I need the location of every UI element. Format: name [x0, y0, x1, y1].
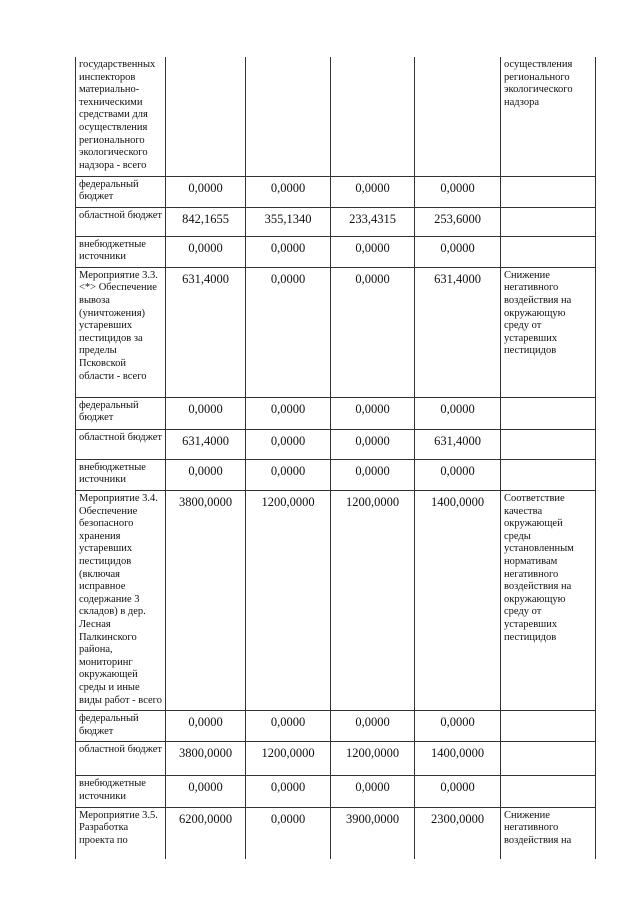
value-cell: 1200,0000 — [246, 491, 331, 711]
row-label: федеральный бюджет — [76, 176, 166, 207]
value-cell: 0,0000 — [246, 807, 331, 859]
value-cell: 1400,0000 — [415, 491, 501, 711]
value-cell: 2300,0000 — [415, 807, 501, 859]
value-cell: 631,4000 — [415, 429, 501, 459]
value-cell — [331, 57, 415, 176]
value-cell: 253,6000 — [415, 207, 501, 236]
value-cell: 3800,0000 — [166, 491, 246, 711]
expected-result — [501, 207, 596, 236]
value-cell: 0,0000 — [415, 397, 501, 429]
row-label: федеральный бюджет — [76, 397, 166, 429]
value-cell: 0,0000 — [166, 459, 246, 490]
document-page — [75, 57, 595, 859]
row-label: Мероприятие 3.5. Разработка проекта по — [76, 807, 166, 859]
value-cell: 0,0000 — [166, 176, 246, 207]
value-cell: 0,0000 — [415, 176, 501, 207]
table-row — [76, 429, 596, 459]
table-row — [76, 397, 596, 429]
row-label: государственных инспекторов материально-техническими средствами для осуществления регионального экологического надзора - всего — [76, 57, 166, 176]
value-cell: 6200,0000 — [166, 807, 246, 859]
expected-result — [501, 397, 596, 429]
expected-result — [501, 429, 596, 459]
table-row — [76, 776, 596, 807]
expected-result — [501, 776, 596, 807]
expected-result — [501, 236, 596, 267]
table-row — [76, 236, 596, 267]
value-cell: 0,0000 — [415, 711, 501, 742]
value-cell: 842,1655 — [166, 207, 246, 236]
row-label: Мероприятие 3.4. Обеспечение безопасного хранения устаревших пестицидов (включая исправное содержание 3 складов) в дер. Лесная Палкинского района, мониторинг окружающей среды и иные виды работ - всего — [76, 491, 166, 711]
value-cell: 0,0000 — [415, 776, 501, 807]
expected-result — [501, 176, 596, 207]
value-cell: 1400,0000 — [415, 742, 501, 776]
value-cell: 0,0000 — [246, 776, 331, 807]
value-cell: 0,0000 — [246, 236, 331, 267]
value-cell: 0,0000 — [246, 397, 331, 429]
expected-result — [501, 711, 596, 742]
row-label: областной бюджет — [76, 742, 166, 776]
value-cell: 0,0000 — [246, 267, 331, 397]
value-cell: 3900,0000 — [331, 807, 415, 859]
table-row — [76, 267, 596, 397]
value-cell: 0,0000 — [331, 429, 415, 459]
table-row — [76, 207, 596, 236]
value-cell — [415, 57, 501, 176]
expected-result — [501, 459, 596, 490]
table-row — [76, 807, 596, 859]
row-label: областной бюджет — [76, 429, 166, 459]
table-body — [76, 57, 596, 859]
value-cell: 233,4315 — [331, 207, 415, 236]
expected-result — [501, 742, 596, 776]
table-row — [76, 742, 596, 776]
table-row — [76, 711, 596, 742]
value-cell: 1200,0000 — [246, 742, 331, 776]
value-cell: 0,0000 — [166, 236, 246, 267]
row-label: внебюджетные источники — [76, 459, 166, 490]
value-cell: 0,0000 — [246, 459, 331, 490]
expected-result: Снижение негативного воздействия на окружающую среду от устаревших пестицидов — [501, 267, 596, 397]
value-cell: 0,0000 — [246, 429, 331, 459]
value-cell: 0,0000 — [166, 776, 246, 807]
value-cell: 631,4000 — [166, 267, 246, 397]
value-cell: 1200,0000 — [331, 491, 415, 711]
expected-result: Соответствие качества окружающей среды установленным нормативам негативного воздействия на окружающую среду от устаревших пестицидов — [501, 491, 596, 711]
value-cell: 0,0000 — [246, 711, 331, 742]
value-cell: 0,0000 — [166, 397, 246, 429]
value-cell: 0,0000 — [331, 397, 415, 429]
table-row — [76, 491, 596, 711]
row-label: федеральный бюджет — [76, 711, 166, 742]
value-cell: 3800,0000 — [166, 742, 246, 776]
row-label: Мероприятие 3.3. <*> Обеспечение вывоза (уничтожения) устаревших пестицидов за пределы Псковской области - всего — [76, 267, 166, 397]
value-cell: 355,1340 — [246, 207, 331, 236]
value-cell: 0,0000 — [415, 236, 501, 267]
table-row — [76, 459, 596, 490]
value-cell — [166, 57, 246, 176]
row-label: внебюджетные источники — [76, 236, 166, 267]
budget-table — [75, 57, 596, 859]
expected-result: Снижение негативного воздействия на — [501, 807, 596, 859]
value-cell: 0,0000 — [331, 236, 415, 267]
row-label: внебюджетные источники — [76, 776, 166, 807]
value-cell: 0,0000 — [246, 176, 331, 207]
expected-result: осуществления регионального экологического надзора — [501, 57, 596, 176]
value-cell: 631,4000 — [166, 429, 246, 459]
value-cell — [246, 57, 331, 176]
table-row — [76, 57, 596, 176]
value-cell: 1200,0000 — [331, 742, 415, 776]
value-cell: 0,0000 — [331, 711, 415, 742]
value-cell: 631,4000 — [415, 267, 501, 397]
row-label: областной бюджет — [76, 207, 166, 236]
value-cell: 0,0000 — [331, 776, 415, 807]
value-cell: 0,0000 — [331, 267, 415, 397]
value-cell: 0,0000 — [415, 459, 501, 490]
table-row — [76, 176, 596, 207]
value-cell: 0,0000 — [331, 176, 415, 207]
value-cell: 0,0000 — [166, 711, 246, 742]
value-cell: 0,0000 — [331, 459, 415, 490]
